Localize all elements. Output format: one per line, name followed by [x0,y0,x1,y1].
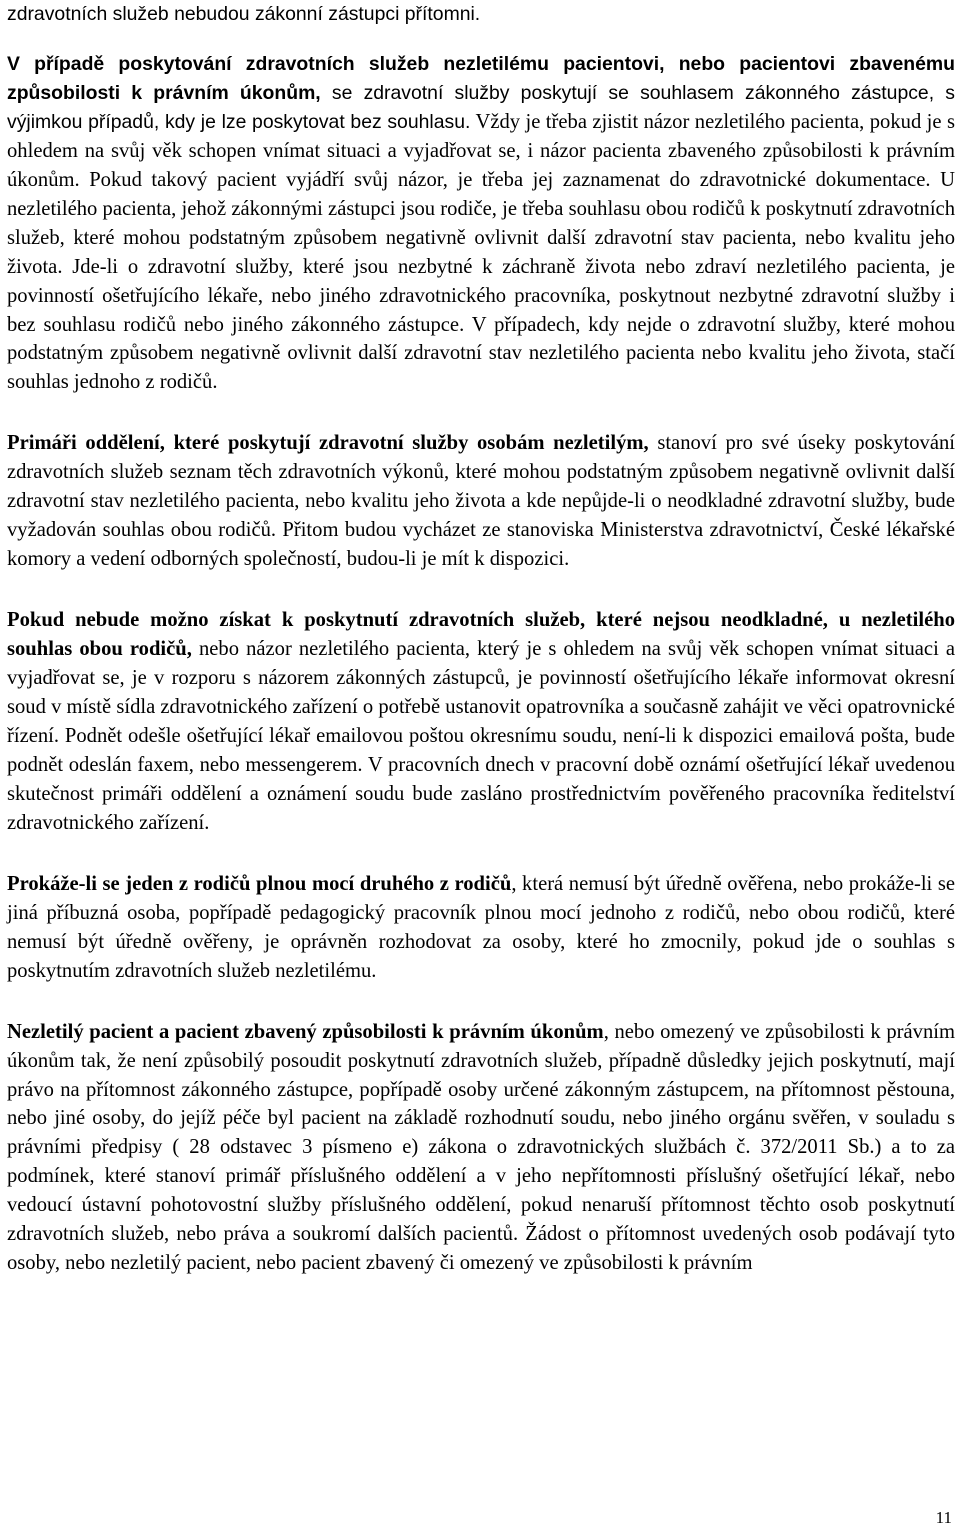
paragraph-4 [7,606,955,838]
document-page [7,0,955,1278]
paragraph-text: nebo názor nezletilého pacienta, který je s ohledem na svůj věk schopen vnímat situaci a vyjadřovat se, je v rozporu s názorem zákonných zástupců, je povinností ošetřujícího lékaře informovat okresní soud v místě sídla zdravotnického zařízení o potřebě ustanovit opatrovníka a současně zahájit ve věci opatrovnické řízení. Podnět odešle ošetřující lékař emailovou poštou okresnímu soudu, není-li k dispozici emailová pošta, bude podnět odeslán faxem, nebo messengerem. V pracovních dnech v pracovní době oznámí ošetřující lékař uvedenou skutečnost primáři oddělení a oznámení soudu bude zasláno prostřednictvím pověřeného pracovníka ředitelství zdravotnického zařízení. [7,638,956,834]
paragraph-text: Pokud takový pacient vyjádří svůj názor, je třeba jej zaznamenat do zdravotnické dokumentace. [79,168,931,191]
paragraph-text: U nezletilého pacienta, jehož zákonnými zástupci jsou rodiče, je třeba souhlasu obou rodičů k poskytnutí zdravotních služeb, které mohou podstatným způsobem negativně ovlivnit další zdravotní stav pacienta, nebo kvalitu jeho života. Jde-li o zdravotní služby, které jsou nezbytné k záchraně života nebo zdraví nezletilého pacienta, je povinností ošetřujícího lékaře, nebo jiného zdravotnického pracovníka, poskytnout nezbytné zdravotní služby i bez souhlasu rodičů nebo jiného zákonného zástupce. V případech, kdy nejde o zdravotní služby, které mohou podstatným způsobem negativně ovlivnit další zdravotní stav nezletilého pacienta nebo kvalitu jeho života, stačí souhlas jednoho z rodičů. [7,168,956,394]
paragraph-bold-text: Primáři oddělení, které poskytují zdravotní služby osobám nezletilým, [7,432,649,455]
paragraph-spacer [7,29,955,50]
paragraph-1 [7,0,955,29]
paragraph-spacer [7,986,955,1018]
paragraph-2 [7,50,955,397]
paragraph-text: , nebo omezený ve způsobilosti k právním úkonům tak, že není způsobilý posoudit poskytnutí zdravotních služeb, případně důsledky jejich poskytnutí, mají právo na přítomnost zákonného zástupce, popřípadě osoby určené zákonným zástupcem, na přítomnost pěstouna, nebo jiné osoby, do jejíž péče byl pacient na základě rozhodnutí soudu, nebo jiného orgánu svěřen, v souladu s právními předpisy ( 28 odstavec 3 písmeno e) zákona o zdravotnických službách č. 372/2011 Sb.) a to za podmínek, které stanoví primář příslušného oddělení a v jeho nepřítomnosti příslušný ošetřující lékař, nebo vedoucí ústavní pohotovostní služby příslušného oddělení, pokud nenaruší přítomnost těchto osob poskytnutí zdravotních služeb, nebo práva a soukromí dalších pacientů. Žádost o přítomnost uvedených osob podávají tyto osoby, nebo nezletilý pacient, nebo pacient zbavený či omezený ve způsobilosti k právním [7,1020,955,1275]
paragraph-spacer [7,838,955,870]
paragraph-text: stanoví pro své úseky poskytování zdravotních služeb seznam těch zdravotních výkonů, které mohou podstatným způsobem negativně ovlivnit další zdravotní stav nezletilého pacienta, nebo kvalitu jeho života a kde nepůjde-li o neodkladné zdravotní služby, bude vyžadován souhlas obou rodičů. Přitom budou vycházet ze stanoviska Ministerstva zdravotnictví, České lékařské komory a vedení odborných společností, budou-li je mít k dispozici. [7,432,955,571]
paragraph-5 [7,870,955,986]
paragraph-text: se zdravotní služby poskytují se souhlasem zákonného zástupce, s výjimkou případů, kdy je lze poskytovat bez souhlasu. [7,81,955,133]
paragraph-3 [7,429,955,574]
paragraph-text: Vždy je třeba zjistit názor nezletilého pacienta, pokud je s ohledem na svůj věk schopen vnímat situaci a vyjadřovat se, i názor pacienta zbaveného způsobilosti k právním úkonům. [7,110,955,191]
paragraph-spacer [7,397,955,429]
paragraph-bold-text: Prokáže-li se jeden z rodičů plnou mocí druhého z rodičů [7,872,512,895]
paragraph-6 [7,1018,955,1279]
page-number: 11 [935,1508,952,1527]
paragraph-bold-text: V případě poskytování zdravotních služeb nezletilému pacientovi, nebo pacientovi zbavenému způsobilosti k právním úkonům, [7,52,955,104]
paragraph-bold-text: Nezletilý pacient a pacient zbavený způsobilosti k právním úkonům [7,1020,604,1043]
paragraph-spacer [7,574,955,606]
paragraph-bold-text: Pokud nebude možno získat k poskytnutí zdravotních služeb, které nejsou neodkladné, u nezletilého souhlas obou rodičů, [7,609,955,661]
paragraph-text: zdravotních služeb nebudou zákonní zástupci přítomni. [7,3,481,25]
paragraph-text: , která nemusí být úředně ověřena, nebo prokáže-li se jiná příbuzná osoba, popřípadě pedagogický pracovník plnou mocí jednoho z rodičů, nebo obou rodičů, které nemusí být úředně ověřeny, je oprávněn rozhodovat za osoby, které ho zmocnily, pokud jde o souhlas s poskytnutím zdravotních služeb nezletilému. [7,872,955,982]
